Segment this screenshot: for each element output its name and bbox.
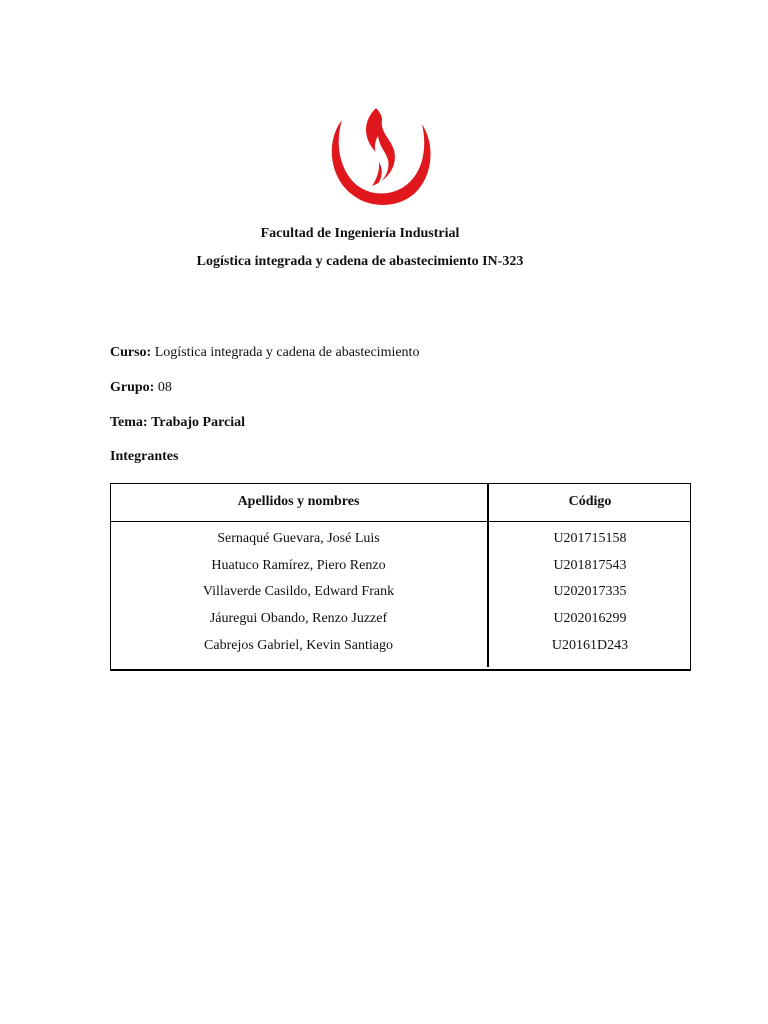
tema-label: Tema:	[110, 415, 148, 430]
member-name: Sernaqué Guevara, José Luis	[110, 522, 488, 553]
member-code: U201817543	[553, 557, 627, 573]
table-header-row	[110, 483, 691, 522]
member-code: U202017335	[553, 584, 627, 600]
faculty-title: Facultad de Ingeniería Industrial	[260, 226, 460, 241]
grupo-label: Grupo:	[110, 380, 155, 395]
integrantes-label: Integrantes	[110, 449, 179, 464]
member-name: Villaverde Casildo, Edward Frank	[110, 579, 488, 606]
table-row	[110, 553, 691, 580]
member-name: Cabrejos Gabriel, Kevin Santiago	[110, 632, 488, 667]
member-code: U202016299	[553, 611, 627, 627]
members-table	[110, 483, 691, 667]
upc-logo-icon	[328, 106, 436, 208]
tema-value: Trabajo Parcial	[151, 415, 246, 430]
course-code-title: Logística integrada y cadena de abastecimiento IN-323	[196, 254, 524, 269]
table-row	[110, 632, 691, 667]
table-row	[110, 606, 691, 633]
member-code: U20161D243	[551, 637, 629, 653]
table-row	[110, 579, 691, 606]
grupo-value: 08	[157, 380, 172, 395]
member-name: Jáuregui Obando, Renzo Juzzef	[110, 606, 488, 633]
curso-label: Curso:	[110, 345, 152, 360]
grupo-field	[110, 379, 172, 397]
header-names: Apellidos y nombres	[110, 483, 488, 522]
curso-value: Logística integrada y cadena de abastecimiento	[154, 345, 420, 360]
curso-field	[110, 344, 419, 362]
tema-field	[110, 414, 245, 432]
table-row	[110, 522, 691, 553]
header-code: Código	[488, 483, 691, 522]
member-name: Huatuco Ramírez, Piero Renzo	[110, 553, 488, 580]
member-code: U201715158	[553, 531, 627, 547]
